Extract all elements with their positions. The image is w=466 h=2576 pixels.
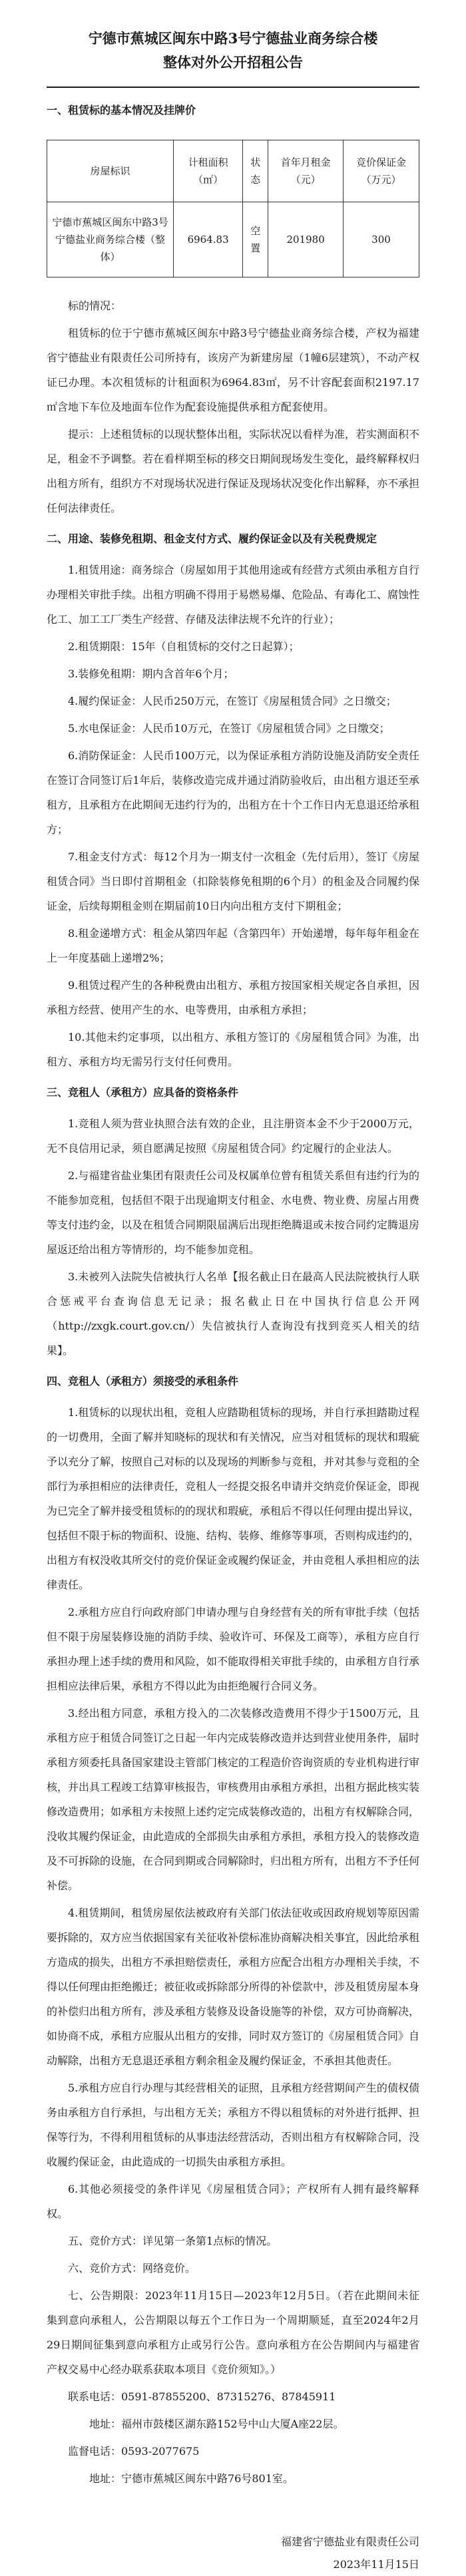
paragraph: 2.与福建省盐业集团有限责任公司及权属单位曾有租赁关系但有违约行为的不能参加竞租，包括但不限于出现逾期支付租金、水电费、物业费、房屋占用费等支付违约金，以及在租赁合同期限届满后出现拒绝腾退或未按合同约定腾退房屋返还给出租方等情形的，均不能参加竞租。 <box>47 1169 420 1256</box>
table-header-cell: 状态 <box>243 140 268 202</box>
table-header-cell: 竞价保证金（万元） <box>343 140 419 202</box>
paragraph: 1.租赁标的以现状出租，竞租人应踏勘租赁标的现场，并自行承担踏勘过程的一切费用，全面了解并知晓标的现状和有关情况，应当对租赁标的现状和瑕疵予以充分了解，按照自己对标的以及现场的判断参与竞租，并对其参与竞租的全部行为承担相应的法律责任，竞租人一经提交报名申请并交纳竞价保证金，即视为已完全了解并接受租赁标的的现状和瑕疵，承租后不得以任何理由提出异议，包括但不限于标的物面积、设施、结构、装修、维修等事项，否则构成违约的，出租方有权没收其所交付的竞价保证金或履约保证金，并由竞租人承担相应的法律责任。 <box>47 1406 420 1591</box>
paragraph: 1.竞租人须为营业执照合法有效的企业，且注册资本金不少于2000万元，无不良信用记录，须自愿满足按照《房屋租赁合同》约定履行的企业法人。 <box>47 1117 419 1155</box>
table-header-cell: 计租面积（㎡） <box>174 140 243 202</box>
paragraph: 2.租赁期限：15年（自租赁标的交付之日起算）； <box>68 640 300 653</box>
paragraph: 租赁标的位于宁德市蕉城区闽东中路3号宁德盐业商务综合楼，产权为福建省宁德盐业有限责任公司所持有，该房产为新建房屋（1幢6层建筑），不动产权证已办理。本次租赁标的计租面积为6964.83㎡，另不计容配套面积2197.17㎡含地下车位及地面车位作为配套设施提供承租方配套使用。 <box>47 327 419 413</box>
section-2-heading: 二、用途、装修免租期、租金支付方式、履约保证金以及有关税费规定 <box>47 532 377 545</box>
paragraph: 5.承租方应自行办理与其经营相关的证照，且承租方经营期间产生的债权债务由承租方自行承担，与出租方无关；承租方不得以租赁标的对外进行抵押、担保等行为，不得利用租赁标的从事违法经营活动，否则出租方有权解除合同，没收履约保证金，由此造成的一切损失由承租方承担。 <box>47 2082 420 2168</box>
paragraph: 6.消防保证金：人民币100万元，以为保证承租方消防设施及消防安全责任在签订合同签订后1年后，装修改造完成并通过消防验收后，由出租方退还至承租方，且承租方在此期间无违约行为的，出租方在十个工作日内无息退还给承租方； <box>47 749 420 836</box>
section-1-heading: 一、租赁标的基本情况及挂牌价 <box>47 104 196 116</box>
paragraph: 4.租赁期间，租赁房屋依法被政府有关部门依法征收或因政府规划等原因需要拆除的，双方应当依据国家有关征收补偿标准协商解决相关事宜，因此给承租方造成的损失，出租方不承担赔偿责任，承租方应配合出租方办理相关手续，不得以任何理由拒绝搬迁；被征收或拆除部分所得的补偿款中，涉及租赁房屋本身的补偿归出租方所有，涉及承租方装修及设备设施等的补偿，双方可协商解决，如协商不成，承租方应服从出租方的安排，同时双方签订的《房屋租赁合同》自动解除，出租方无息退还承租方剩余租金及履约保证金，不承担其他责任。 <box>47 1907 420 2067</box>
document-title-line-2: 整体对外公开招租公告 <box>163 54 303 71</box>
table-cell: 6964.83 <box>174 202 243 277</box>
contact-phone: 联系电话：0591-87855200、87315276、87845911 <box>68 2390 336 2403</box>
section-7-line: 七、公告期限：2023年11月15日—2023年12月5日。（若在此期间未征集到意向承租人，公告期限以每五个工作日为一个周期顺延，直至2024年2月29日期间征集到意向承租方止或另行公告。意向承租方在公告期间内与福建省产权交易中心经办联系获取本项目《竞价须知》。） <box>47 2289 419 2376</box>
paragraph: 6.其他必须接受的条件详见《房屋租赁合同》；产权所有人拥有最终解释权。 <box>47 2183 419 2220</box>
table-row <box>47 202 419 277</box>
section-4-heading: 四、竞租人（承租方）须接受的承租条件 <box>47 1375 239 1387</box>
table-cell: 空置 <box>243 202 268 277</box>
paragraph: 3.未被列入法院失信被执行人名单【报名截止日在最高人民法院被执行人联合惩戒平台查询信息无记录；报名截止日在中国执行信息公开网（http://zxgk.court.gov.cn/）失信被执行人查询没有找到竞买人相关的结果】。 <box>47 1270 419 1357</box>
paragraph: 8.租金递增方式：租金从第四年起（含第四年）开始递增，每年每年租金在上一年度基础上递增2%； <box>47 927 419 964</box>
signature-organization: 福建省宁德盐业有限责任公司 <box>280 2535 419 2548</box>
signature-date: 2023年11月15日 <box>333 2558 419 2571</box>
paragraph: 1.租赁用途：商务综合（房屋如用于其他用途或有经营方式须由承租方自行办理相关审批手续。出租方明确不得用于易燃易爆、危险品、有毒化工、腐蚀性化工、加工工厂类生产经营、存储及法律法规不允许的行业）； <box>47 564 420 626</box>
table-cell: 300 <box>343 202 419 277</box>
supervision-phone: 监督电话：0593-2077675 <box>68 2445 200 2458</box>
title-divider <box>47 87 419 88</box>
paragraph: 标的情况： <box>68 299 122 312</box>
lease-target-table <box>47 140 419 277</box>
table-cell: 宁德市蕉城区闽东中路3号宁德盐业商务综合楼（整体） <box>47 202 174 277</box>
paragraph: 4.履约保证金：人民币250万元，在签订《房屋租赁合同》之日缴交； <box>68 695 397 707</box>
paragraph: 3.装修免租期：期内含首年6个月； <box>68 667 234 680</box>
paragraph: 提示：上述租赁标的以现状整体出租，实际状况以看样为准，若实测面积不足，租金不予调整。若在看样期至标的移交日期间现场发生变化，最终解释权归出租方所有，组织方不对现场状况进行保证及现场状况变化作出解释，亦不承担任何法律责任。 <box>47 428 420 514</box>
signature-block <box>47 2531 419 2576</box>
paragraph: 9.租赁过程产生的各种税费由出租方、承租方按国家相关规定各自承担，因承租方经营、使用产生的水、电等费用，由承租方承担； <box>47 979 419 1016</box>
table-header-cell: 首年月租金（元） <box>268 140 344 202</box>
table-header-row <box>47 140 419 202</box>
paragraph: 2.承租方应自行向政府部门申请办理与自身经营有关的所有审批手续（包括但不限于房屋装修设施的消防手续、验收许可、环保及工商等），承租方应自行承担办理上述手续的费用和风险，如不能取得相关审批手续的，由承租方自行承担相应法律后果，承租方不得以此为由拒绝履行合同义务。 <box>47 1606 420 1692</box>
section-5-line: 五、竞价方式：详见第一条第1点标的情况。 <box>68 2235 278 2247</box>
paragraph: 10.其他未约定事项，以出租方、承租方签订的《房屋租赁合同》为准，出租方、承租方均无需另行支付任何费用。 <box>47 1031 419 1068</box>
section-6-line: 六、竞价方式：网络竞价。 <box>68 2262 196 2275</box>
table-header-cell: 房屋标识 <box>47 140 174 202</box>
paragraph: 3.经出租方同意，承租方投入的二次装修改造费用不得少于1500万元，且承租方应于租赁合同签订之日起一年内完成装修改造并达到营业使用条件，届时承租方须委托具备国家建设主管部门核定的工程造价咨询资质的专业机构进行审核，并出具工程竣工结算审核报告，审核费用由承租方承担，出租方据此核实装修改造费用；如承租方未按照上述约定完成装修改造的，出租方有权解除合同，没收其履约保证金，由此造成的全部损失由承租方承担，承租方投入的装修改造及不可拆除的设施，在合同到期或合同解除时，归出租方所有，出租方不予任何补偿。 <box>47 1707 420 1892</box>
document-title-line-1: 宁德市蕉城区闽东中路3号宁德盐业商务综合楼 <box>88 30 378 47</box>
lessor-address: 地址：宁德市蕉城区闽东中路76号801室。 <box>89 2472 294 2485</box>
contact-address: 地址：福州市鼓楼区湖东路152号中山大厦A座22层。 <box>89 2418 344 2430</box>
paragraph: 5.水电保证金：人民币10万元，在签订《房屋租赁合同》之日缴交； <box>68 722 390 735</box>
table-cell: 201980 <box>268 202 344 277</box>
section-3-heading: 三、竞租人（承租方）应具备的资格条件 <box>47 1086 239 1099</box>
paragraph: 7.租金支付方式：每12个月为一期支付一次租金（先付后用），签订《房屋租赁合同》当日即付首期租金（扣除装修免租期的6个月）的租金及合同履约保证金，后续每期租金则在期届前10日内向出租方支付下期租金； <box>47 850 419 912</box>
